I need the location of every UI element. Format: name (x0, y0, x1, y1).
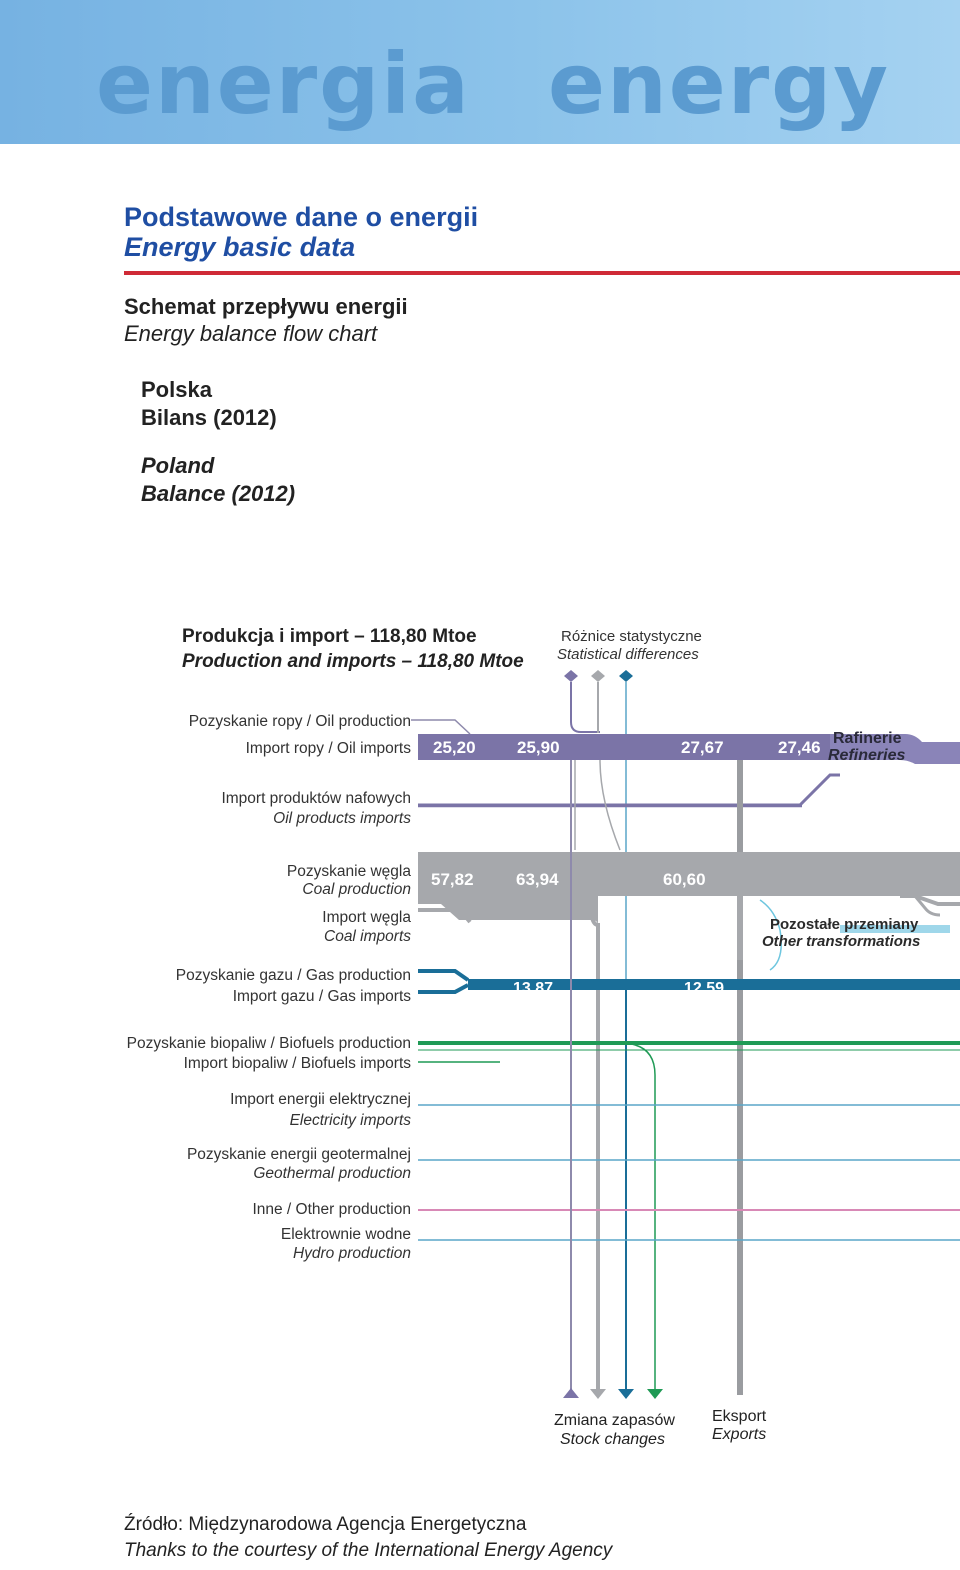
stat-diff-label-en: Statistical differences (557, 646, 699, 663)
label-electricity-en: Electricity imports (289, 1112, 411, 1129)
stat-diff-gas-marker (619, 670, 633, 682)
banner-word-pl: energia (96, 35, 471, 133)
label-coal-production-pl: Pozyskanie węgla (286, 863, 411, 880)
label-coal-imports-en: Coal imports (324, 928, 411, 945)
label-oil-production: Pozyskanie ropy / Oil production (188, 713, 411, 730)
section-title-pl: Schemat przepływu energii (124, 294, 408, 319)
oil-value-2: 25,90 (517, 738, 560, 757)
exports-label-pl: Eksport (712, 1408, 767, 1425)
stock-coal-arrow-icon (590, 1389, 606, 1399)
coal-value-3: 60,60 (663, 870, 706, 889)
page-title-en: Energy basic data (124, 232, 356, 262)
other-transf-label-pl: Pozostałe przemiany (770, 916, 919, 933)
coal-value-1: 57,82 (431, 870, 474, 889)
balance-en: Balance (2012) (141, 481, 296, 506)
label-oil-imports: Import ropy / Oil imports (245, 740, 411, 757)
coal-branch (900, 896, 960, 904)
label-gas-imports: Import gazu / Gas imports (232, 988, 411, 1005)
oil-value-3: 27,67 (681, 738, 724, 757)
coal-value-2: 63,94 (516, 870, 559, 889)
exports-label-en: Exports (712, 1426, 767, 1443)
oil-products-line (418, 775, 840, 805)
oil-value-1: 25,20 (433, 738, 476, 757)
refineries-label-en: Refineries (828, 747, 906, 764)
title-divider (124, 271, 960, 275)
balance-pl: Bilans (2012) (141, 405, 277, 430)
stock-changes-label-pl: Zmiana zapasów (554, 1412, 675, 1429)
stock-biofuel-arrow-icon (647, 1389, 663, 1399)
gas-production-connector (418, 971, 468, 980)
stat-diff-oil-marker (564, 670, 578, 682)
label-hydro-pl: Elektrownie wodne (280, 1226, 411, 1243)
production-label-en: Production and imports – 118,80 Mtoe (182, 651, 524, 672)
coal-stock-line (590, 896, 598, 1395)
source-note-pl: Źródło: Międzynarodowa Agencja Energetyczna (124, 1514, 527, 1535)
label-oil-products-pl: Import produktów nafowych (221, 790, 411, 807)
country-en: Poland (141, 453, 215, 478)
gas-imports-connector (418, 985, 468, 992)
gas-value-2: 12,59 (684, 980, 725, 997)
banner-word-en: energy (548, 35, 891, 133)
stat-diff-oil-line (571, 682, 600, 732)
production-label-pl: Produkcja i import – 118,80 Mtoe (182, 626, 477, 647)
refineries-label-pl: Rafinerie (833, 730, 902, 747)
stat-diff-label-pl: Różnice statystyczne (561, 628, 702, 645)
label-biofuels-imports: Import biopaliw / Biofuels imports (183, 1055, 411, 1072)
label-other-production: Inne / Other production (252, 1201, 411, 1218)
label-biofuels-production: Pozyskanie biopaliw / Biofuels production (126, 1035, 411, 1052)
source-note-en: Thanks to the courtesy of the International Energy Agency (124, 1540, 613, 1561)
stock-gas-arrow-icon (618, 1389, 634, 1399)
stat-diff-coal-marker (591, 670, 605, 682)
label-geothermal-en: Geothermal production (253, 1165, 411, 1182)
oil-production-connector (411, 720, 470, 734)
header-banner (0, 0, 960, 144)
oil-flow-band (418, 734, 830, 760)
label-oil-products-en: Oil products imports (273, 810, 411, 827)
label-electricity-pl: Import energii elektrycznej (230, 1091, 411, 1108)
page-title-pl: Podstawowe dane o energii (124, 202, 479, 232)
oil-value-4: 27,46 (778, 738, 821, 757)
stock-changes-label-en: Stock changes (560, 1431, 665, 1448)
section-title-en: Energy balance flow chart (124, 321, 378, 346)
label-gas-production: Pozyskanie gazu / Gas production (175, 967, 411, 984)
label-geothermal-pl: Pozyskanie energii geotermalnej (186, 1146, 411, 1163)
energy-flow-diagram (0, 600, 960, 1480)
other-transf-label-en: Other transformations (762, 933, 921, 950)
country-pl: Polska (141, 377, 212, 402)
label-hydro-en: Hydro production (292, 1245, 411, 1262)
label-coal-production-en: Coal production (302, 881, 411, 898)
stock-oil-arrow-icon (563, 1388, 579, 1398)
label-coal-imports-pl: Import węgla (322, 909, 411, 926)
gas-value-1: 13,87 (513, 980, 554, 997)
